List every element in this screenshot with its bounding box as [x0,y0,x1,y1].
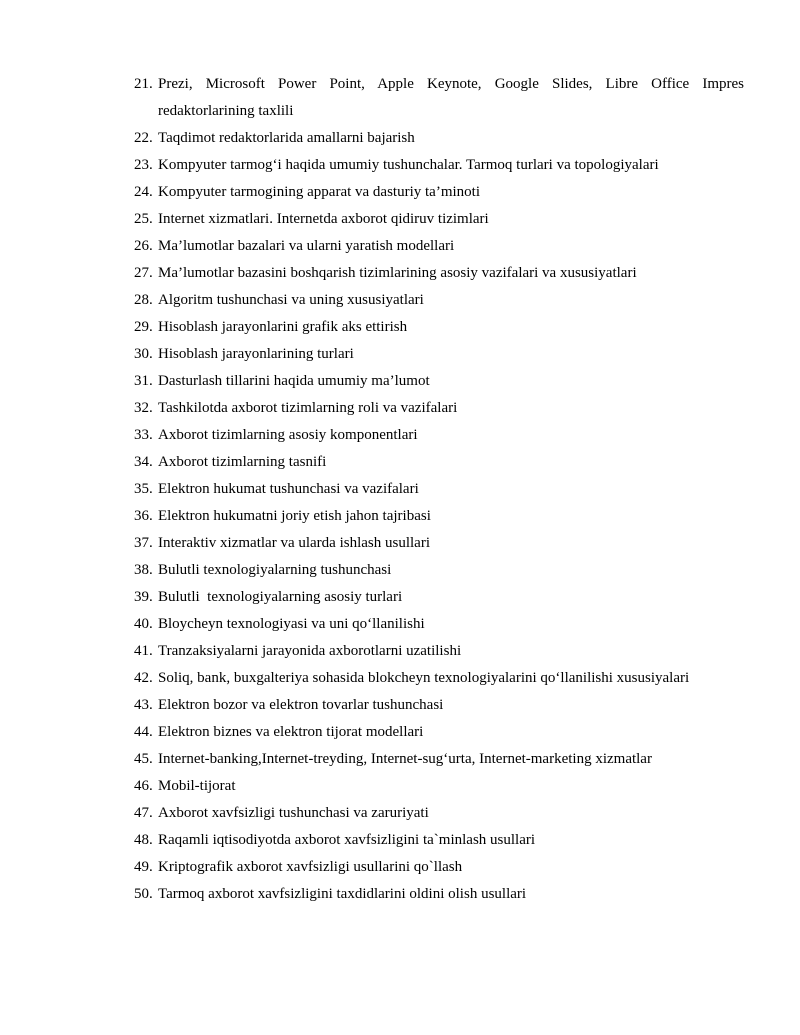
list-item [0,395,800,422]
item-text: Taqdimot redaktorlarida amallarni bajarish [158,130,415,146]
item-number: 30. [134,346,153,362]
list-item [0,827,800,854]
list-item [0,206,800,233]
list-item [0,854,800,881]
item-number: 41. [134,643,153,659]
item-number: 45. [134,751,153,767]
topic-list [0,71,800,908]
item-number: 47. [134,805,153,821]
item-text: Axborot tizimlarning tasnifi [158,454,327,470]
item-number: 23. [134,157,153,173]
list-item [0,260,800,287]
item-text: Interaktiv xizmatlar va ularda ishlash usullari [158,535,430,551]
list-item [0,179,800,206]
item-number: 35. [134,481,153,497]
list-item [0,233,800,260]
item-number: 36. [134,508,153,524]
list-item [0,557,800,584]
item-text: Internet-banking,Internet-treyding, Internet-sug‘urta, Internet-marketing xizmatlar [158,751,652,767]
item-text: Tarmoq axborot xavfsizligini taxdidlarini oldini olish usullari [158,886,527,902]
item-number: 44. [134,724,153,740]
item-text: Raqamli iqtisodiyotda axborot xavfsizligini ta`minlash usullari [158,832,536,848]
list-item [0,368,800,395]
item-number: 27. [134,265,153,281]
item-text: Kriptografik axborot xavfsizligi usullarini qo`llash [158,859,463,875]
list-item [0,773,800,800]
list-item [0,71,800,125]
list-item [0,314,800,341]
item-number: 43. [134,697,153,713]
list-item [0,665,800,692]
item-number: 39. [134,589,153,605]
list-item [0,287,800,314]
list-item [0,125,800,152]
item-number: 21. [134,76,153,92]
item-number: 38. [134,562,153,578]
list-item [0,638,800,665]
list-item [0,449,800,476]
item-text: Kompyuter tarmog‘i haqida umumiy tushunchalar. Tarmoq turlari va topologiyalari [158,157,659,173]
item-text: Ma’lumotlar bazasini boshqarish tizimlarining asosiy vazifalari va xususiyatlari [158,265,637,281]
item-text: Tranzaksiyalarni jarayonida axborotlarni uzatilishi [158,643,462,659]
item-text: Mobil-tijorat [158,778,236,794]
item-text: Elektron biznes va elektron tijorat modellari [158,724,424,740]
item-text: Hisoblash jarayonlarining turlari [158,346,354,362]
item-text: Soliq, bank, buxgalteriya sohasida blokcheyn texnologiyalarini qo‘llanilishi xususiyalari [158,670,690,686]
item-number: 42. [134,670,153,686]
list-item [0,746,800,773]
item-number: 32. [134,400,153,416]
list-item [0,719,800,746]
list-item [0,800,800,827]
list-item [0,584,800,611]
item-number: 34. [134,454,153,470]
list-item [0,503,800,530]
item-text: Elektron hukumatni joriy etish jahon tajribasi [158,508,431,524]
item-number: 28. [134,292,153,308]
item-text: Axborot tizimlarning asosiy komponentlari [158,427,418,443]
item-text: Kompyuter tarmogining apparat va dasturiy ta’minoti [158,184,481,200]
list-item [0,881,800,908]
item-text: Bulutli texnologiyalarning tushunchasi [158,562,392,578]
item-number: 48. [134,832,153,848]
list-item [0,152,800,179]
list-item [0,692,800,719]
item-text: Prezi, Microsoft Power Point, Apple Keynote, Google Slides, Libre Office Impres [158,76,744,92]
item-number: 26. [134,238,153,254]
item-number: 29. [134,319,153,335]
item-text: Bloycheyn texnologiyasi va uni qo‘llanilishi [158,616,425,632]
item-number: 50. [134,886,153,902]
item-text: Algoritm tushunchasi va uning xususiyatlari [158,292,424,308]
item-text: Elektron bozor va elektron tovarlar tushunchasi [158,697,444,713]
item-number: 22. [134,130,153,146]
item-text: Internet xizmatlari. Internetda axborot qidiruv tizimlari [158,211,489,227]
item-text: Axborot xavfsizligi tushunchasi va zaruriyati [158,805,429,821]
item-text: Ma’lumotlar bazalari va ularni yaratish modellari [158,238,455,254]
list-item [0,476,800,503]
item-number: 33. [134,427,153,443]
item-text: Bulutli texnologiyalarning asosiy turlari [158,589,403,605]
item-text: Hisoblash jarayonlarini grafik aks ettirish [158,319,408,335]
item-number: 37. [134,535,153,551]
item-number: 40. [134,616,153,632]
list-item [0,422,800,449]
list-item [0,341,800,368]
item-number: 31. [134,373,153,389]
list-item [0,611,800,638]
list-item [0,530,800,557]
item-text: Tashkilotda axborot tizimlarning roli va vazifalari [158,400,458,416]
item-number: 49. [134,859,153,875]
item-text: Elektron hukumat tushunchasi va vazifalari [158,481,419,497]
item-text-continued: redaktorlarining taxlili [158,103,294,119]
item-number: 25. [134,211,153,227]
item-number: 46. [134,778,153,794]
item-number: 24. [134,184,153,200]
item-text: Dasturlash tillarini haqida umumiy ma’lumot [158,373,430,389]
